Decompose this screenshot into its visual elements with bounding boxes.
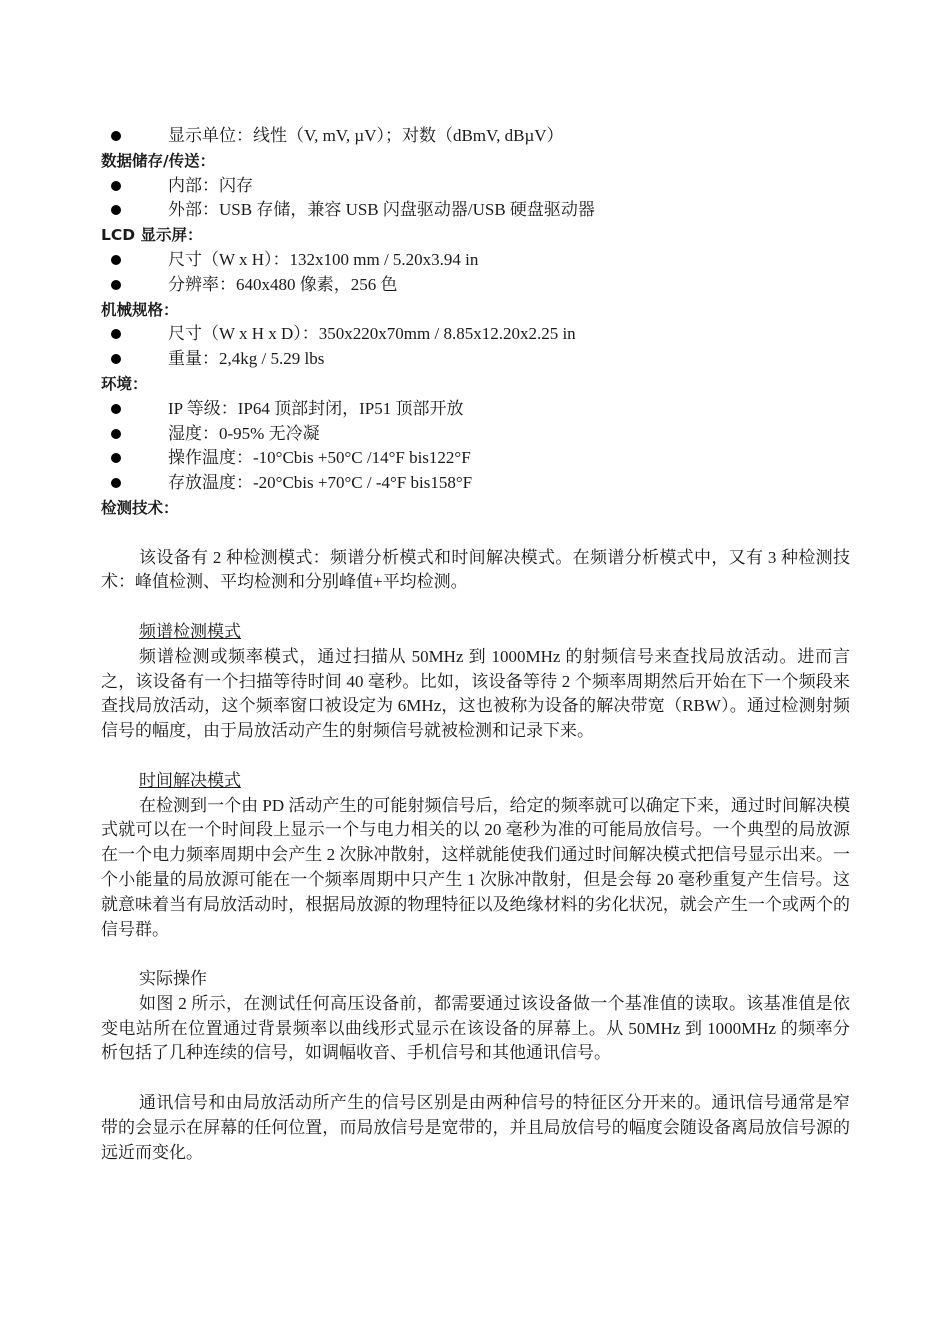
bullet-icon — [111, 429, 121, 439]
mechanical-size-text: 尺寸（W x H x D）：350x220x70mm / 8.85x12.20x2.25 in — [168, 324, 576, 344]
time-resolved-title — [101, 769, 850, 794]
environment-humidity-text: 湿度：0-95% 无冷凝 — [168, 423, 320, 443]
list-item — [101, 273, 850, 298]
list-item — [101, 248, 850, 273]
intro-text: 该设备有 2 种检测模式：频谱分析模式和时间解决模式。在频谱分析模式中，又有 3 种检测技术：峰值检测、平均检测和分别峰值+平均检测。 — [101, 547, 850, 592]
lcd-size-text: 尺寸（W x H）：132x100 mm / 5.20x3.94 in — [168, 249, 479, 269]
spectrum-mode-title — [101, 620, 850, 645]
list-item — [101, 347, 850, 372]
spacer — [101, 1066, 850, 1091]
detection-heading: 检测技术： — [101, 498, 179, 517]
closing-text: 通讯信号和由局放活动所产生的信号区别是由两种信号的特征区分开来的。通讯信号通常是窄带的会显示在屏幕的任何位置，而局放信号是宽带的，并且局放信号的幅度会随设备离局放信号源的远近而变化。 — [101, 1093, 850, 1162]
practice-title-text: 实际操作 — [139, 969, 207, 989]
bullet-icon — [111, 329, 121, 339]
spectrum-mode-title-text: 频谱检测模式 — [139, 621, 241, 641]
bullet-icon — [111, 205, 121, 215]
mechanical-weight-text: 重量：2,4kg / 5.29 lbs — [168, 349, 325, 369]
bullet-icon — [111, 404, 121, 414]
list-item — [101, 198, 850, 223]
list-item — [101, 471, 850, 496]
time-resolved-text: 在检测到一个由 PD 活动产生的可能射频信号后，给定的频率就可以确定下来，通过时间解决模式就可以在一个时间段上显示一个与电力相关的以 20 毫秒为准的可能局放信号。一个典型的局放源在一个电力频率周期中会产生 2 次脉冲散射，这样就能使我们通过时间解决模式把信号显示出来。一个小能量的局放源可能在一个频率周期中只产生 1 次脉冲散射，但是会每 20 毫秒重复产生信号。这就意味着当有局放活动时，根据局放源的物理特征以及绝缘材料的劣化状况，就会产生一个或两个的信号群。 — [101, 795, 850, 939]
list-item — [101, 322, 850, 347]
bullet-icon — [111, 453, 121, 463]
storage-internal-text: 内部：闪存 — [168, 175, 253, 195]
spacer — [101, 942, 850, 967]
time-resolved-paragraph — [101, 794, 850, 943]
list-item — [101, 446, 850, 471]
intro-paragraph — [101, 546, 850, 596]
display-unit-text: 显示单位：线性（V, mV, µV）；对数（dBmV, dBµV） — [168, 126, 564, 145]
practice-title — [101, 967, 850, 992]
storage-external-text: 外部：USB 存储，兼容 USB 闪盘驱动器/USB 硬盘驱动器 — [168, 200, 595, 220]
practice-paragraph — [101, 992, 850, 1066]
practice-text: 如图 2 所示，在测试任何高压设备前，都需要通过该设备做一个基准值的读取。该基准值是依变电站所在位置通过背景频率以曲线形式显示在该设备的屏幕上。从 50MHz 到 1000MHz 的频率分析包括了几种连续的信号，如调幅收音、手机信号和其他通讯信号。 — [101, 993, 850, 1063]
spacer — [101, 744, 850, 769]
environment-operating-temp-text: 操作温度：-10°Cbis +50°C /14°F bis122°F — [168, 448, 471, 468]
spacer — [101, 595, 850, 620]
closing-paragraph — [101, 1091, 850, 1165]
bullet-icon — [111, 255, 121, 265]
spectrum-mode-text: 频谱检测或频率模式，通过扫描从 50MHz 到 1000MHz 的射频信号来查找局放活动。进而言之，该设备有一个扫描等待时间 40 毫秒。比如，该设备等待 2 个频率周期然后开始在下一个频段来查找局放活动，这个频率窗口被设定为 6MHz，这也被称为设备的解决带宽（RBW）。通过检测射频信号的幅度，由于局放活动产生的射频信号就被检测和记录下来。 — [101, 646, 850, 741]
list-item — [101, 397, 850, 422]
bullet-icon — [111, 280, 121, 290]
mechanical-heading: 机械规格： — [101, 300, 179, 319]
bullet-icon — [111, 354, 121, 364]
environment-heading: 环境： — [101, 374, 148, 393]
spectrum-mode-paragraph — [101, 645, 850, 744]
bullet-icon — [111, 181, 121, 191]
storage-heading: 数据储存/传送： — [101, 151, 216, 170]
lcd-resolution-text: 分辨率：640x480 像素，256 色 — [168, 274, 398, 294]
environment-storage-temp-text: 存放温度：-20°Cbis +70°C / -4°F bis158°F — [168, 473, 473, 493]
spacer — [101, 521, 850, 546]
lcd-heading: LCD 显示屏： — [101, 226, 203, 245]
time-resolved-title-text: 时间解决模式 — [139, 770, 241, 790]
environment-ip-text: IP 等级：IP64 顶部封闭，IP51 顶部开放 — [168, 398, 464, 418]
list-item — [101, 174, 850, 199]
list-item — [101, 422, 850, 447]
bullet-icon — [111, 478, 121, 488]
bullet-icon — [111, 131, 121, 141]
list-item — [101, 124, 850, 149]
